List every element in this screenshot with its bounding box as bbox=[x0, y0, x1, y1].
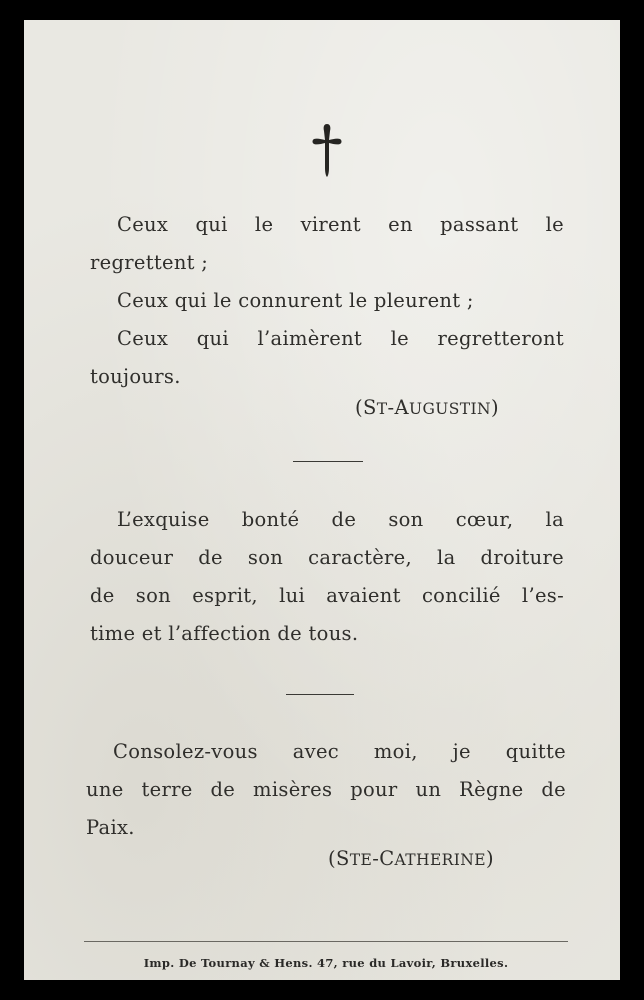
verse-line: regrettent ; bbox=[90, 251, 209, 274]
attribution-part: (S bbox=[355, 396, 377, 419]
verse-line: Consolez-vous avec moi, je quitte bbox=[113, 740, 566, 763]
tribute-line: time et l’affection de tous. bbox=[90, 622, 359, 645]
verse-line: une terre de misères pour un Règne de bbox=[86, 778, 566, 801]
divider-rule bbox=[293, 461, 363, 462]
printer-imprint: Imp. De Tournay & Hens. 47, rue du Lavoir, Bruxelles. bbox=[143, 956, 509, 970]
cross-icon bbox=[311, 122, 343, 178]
attribution-part: ) bbox=[485, 847, 494, 870]
attribution-part: ATHERINE bbox=[394, 851, 486, 869]
attribution-part: -A bbox=[387, 396, 410, 419]
memorial-card bbox=[24, 20, 620, 980]
tribute-line: L’exquise bonté de son cœur, la bbox=[117, 508, 564, 531]
passage-catherine bbox=[86, 733, 566, 847]
passage-augustin bbox=[90, 206, 564, 396]
attribution-part: UGUSTIN bbox=[409, 400, 491, 418]
attribution-augustin bbox=[355, 396, 499, 419]
attribution-part: (S bbox=[328, 847, 350, 870]
attribution-part: T bbox=[376, 400, 388, 418]
attribution-part: TE bbox=[349, 851, 373, 869]
verse-line: Ceux qui le virent en passant le bbox=[117, 213, 564, 236]
attribution-part: ) bbox=[490, 396, 499, 419]
footer-rule bbox=[84, 941, 568, 942]
tribute-line: douceur de son caractère, la droiture bbox=[90, 546, 564, 569]
verse-line: Ceux qui l’aimèrent le regretteront bbox=[117, 327, 564, 350]
divider-rule bbox=[286, 694, 354, 695]
tribute-line: de son esprit, lui avaient concilié l’es- bbox=[90, 584, 564, 607]
verse-line: toujours. bbox=[90, 365, 181, 388]
verse-line: Paix. bbox=[86, 816, 135, 839]
passage-tribute bbox=[90, 501, 564, 653]
attribution-part: -C bbox=[372, 847, 395, 870]
verse-line: Ceux qui le connurent le pleurent ; bbox=[117, 289, 474, 312]
attribution-catherine bbox=[328, 847, 494, 870]
